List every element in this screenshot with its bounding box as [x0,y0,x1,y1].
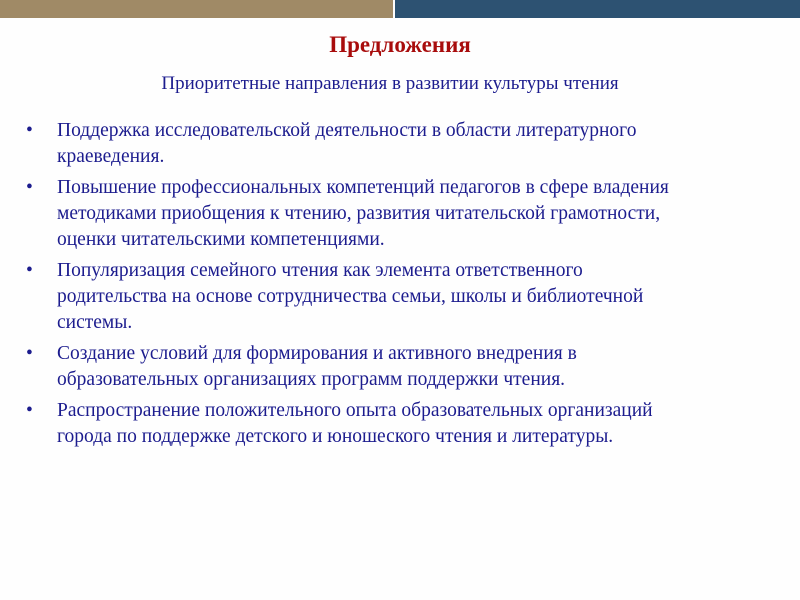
list-item-line: краеведения. [57,146,165,167]
list-item-line: системы. [57,312,133,333]
bullet-icon: • [26,120,33,141]
list-item-line: Популяризация семейного чтения как элемента ответственного [57,260,583,281]
list-item-line: Распространение положительного опыта образовательных организаций [57,400,653,421]
list-item-line: Поддержка исследовательской деятельности в области литературного [57,120,637,141]
list-item-line: методиками приобщения к чтению, развития читательской грамотности, [57,203,661,224]
list-item-line: родительства на основе сотрудничества семьи, школы и библиотечной [57,286,644,307]
header-bar-right [395,0,800,18]
list-item-line: города по поддержке детского и юношеского чтения и литературы. [57,426,614,447]
slide-subtitle: Приоритетные направления в развитии культуры чтения [161,73,619,94]
list-item [0,118,780,170]
list-item-line: Повышение профессиональных компетенций педагогов в сфере владения [57,177,669,198]
header-bar-left [0,0,393,18]
bullet-icon: • [26,177,33,198]
slide-title: Предложения [329,32,471,57]
list-item [0,258,780,336]
list-item-line: образовательных организациях программ поддержки чтения. [57,369,566,390]
list-item [0,341,780,393]
bullet-list [0,118,780,455]
bullet-icon: • [26,260,33,281]
list-item-line: Создание условий для формирования и активного внедрения в [57,343,577,364]
list-item [0,175,780,253]
bullet-icon: • [26,400,33,421]
list-item [0,398,780,450]
bullet-icon: • [26,343,33,364]
list-item-line: оценки читательскими компетенциями. [57,229,385,250]
